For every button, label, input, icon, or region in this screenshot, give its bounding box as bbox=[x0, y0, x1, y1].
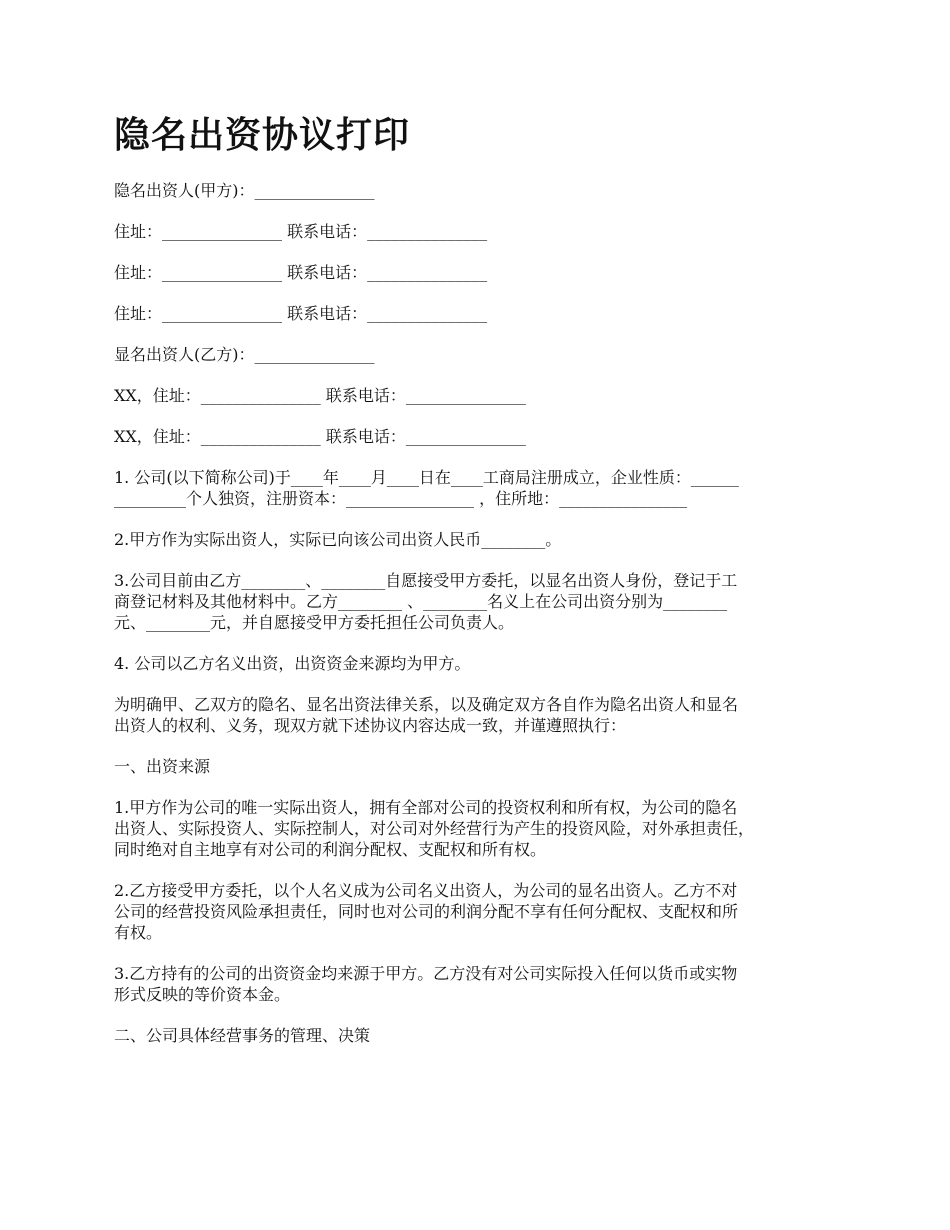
clause-funding-source: 4. 公司以乙方名义出资，出资资金来源均为甲方。 bbox=[114, 654, 471, 673]
funding-clause-3: 3.乙方持有的公司的出资资金均来源于甲方。乙方没有对公司实际投入任何以货币或实物 形式反映的等价资本金。 bbox=[114, 964, 738, 1004]
funding-clause-1: 1.甲方作为公司的唯一实际出资人，拥有全部对公司的投资权利和所有权，为公司的隐名 出资人、实际投资人、实际控制人，对公司对外经营行为产生的投资风险，对外承担责任， 同时绝对自主地享有对公司的利润分配权、支配权和所有权。 bbox=[114, 798, 755, 859]
party-b-address-line-2: XX，住址：_______________ 联系电话：_______________ bbox=[114, 427, 526, 446]
section-heading-funding-source: 一、出资来源 bbox=[114, 757, 211, 776]
document-title: 隐名出资协议打印 bbox=[114, 115, 411, 156]
preamble-paragraph: 为明确甲、乙双方的隐名、显名出资法律关系，以及确定双方各自作为隐名出资人和显名 出资人的权利、义务，现双方就下述协议内容达成一致，并谨遵照执行： bbox=[114, 695, 739, 735]
party-a-line: 隐名出资人(甲方)：_______________ bbox=[114, 181, 375, 200]
clause-company-registration: 1. 公司(以下简称公司)于____年____月____日在____工商局注册成立，企业性质：______ _________个人独资，注册资本：________________ ，住所地：________________ bbox=[114, 468, 739, 508]
document-page bbox=[114, 112, 854, 1066]
party-b-line: 显名出资人(乙方)：_______________ bbox=[114, 345, 375, 364]
funding-clause-2: 2.乙方接受甲方委托，以个人名义成为公司名义出资人，为公司的显名出资人。乙方不对 公司的经营投资风险承担责任，同时也对公司的利润分配不享有任何分配权、支配权和所 有权。 bbox=[114, 881, 739, 942]
party-a-address-line-2: 住址：_______________ 联系电话：_______________ bbox=[114, 263, 488, 282]
party-b-address-line-1: XX，住址：_______________ 联系电话：_______________ bbox=[114, 386, 526, 405]
party-a-address-line-3: 住址：_______________ 联系电话：_______________ bbox=[114, 304, 488, 323]
clause-actual-investment: 2.甲方作为实际出资人，实际已向该公司出资人民币________。 bbox=[114, 530, 562, 549]
clause-nominee-registration: 3.公司目前由乙方________、________自愿接受甲方委托，以显名出资人身份，登记于工 商登记材料及其他材料中。乙方________ 、________名义上在公司出资分别为________ 元、________元，并自愿接受甲方委托担任公司负责人。 bbox=[114, 571, 738, 632]
party-a-address-line-1: 住址：_______________ 联系电话：_______________ bbox=[114, 222, 488, 241]
section-heading-management: 二、公司具体经营事务的管理、决策 bbox=[114, 1026, 371, 1045]
